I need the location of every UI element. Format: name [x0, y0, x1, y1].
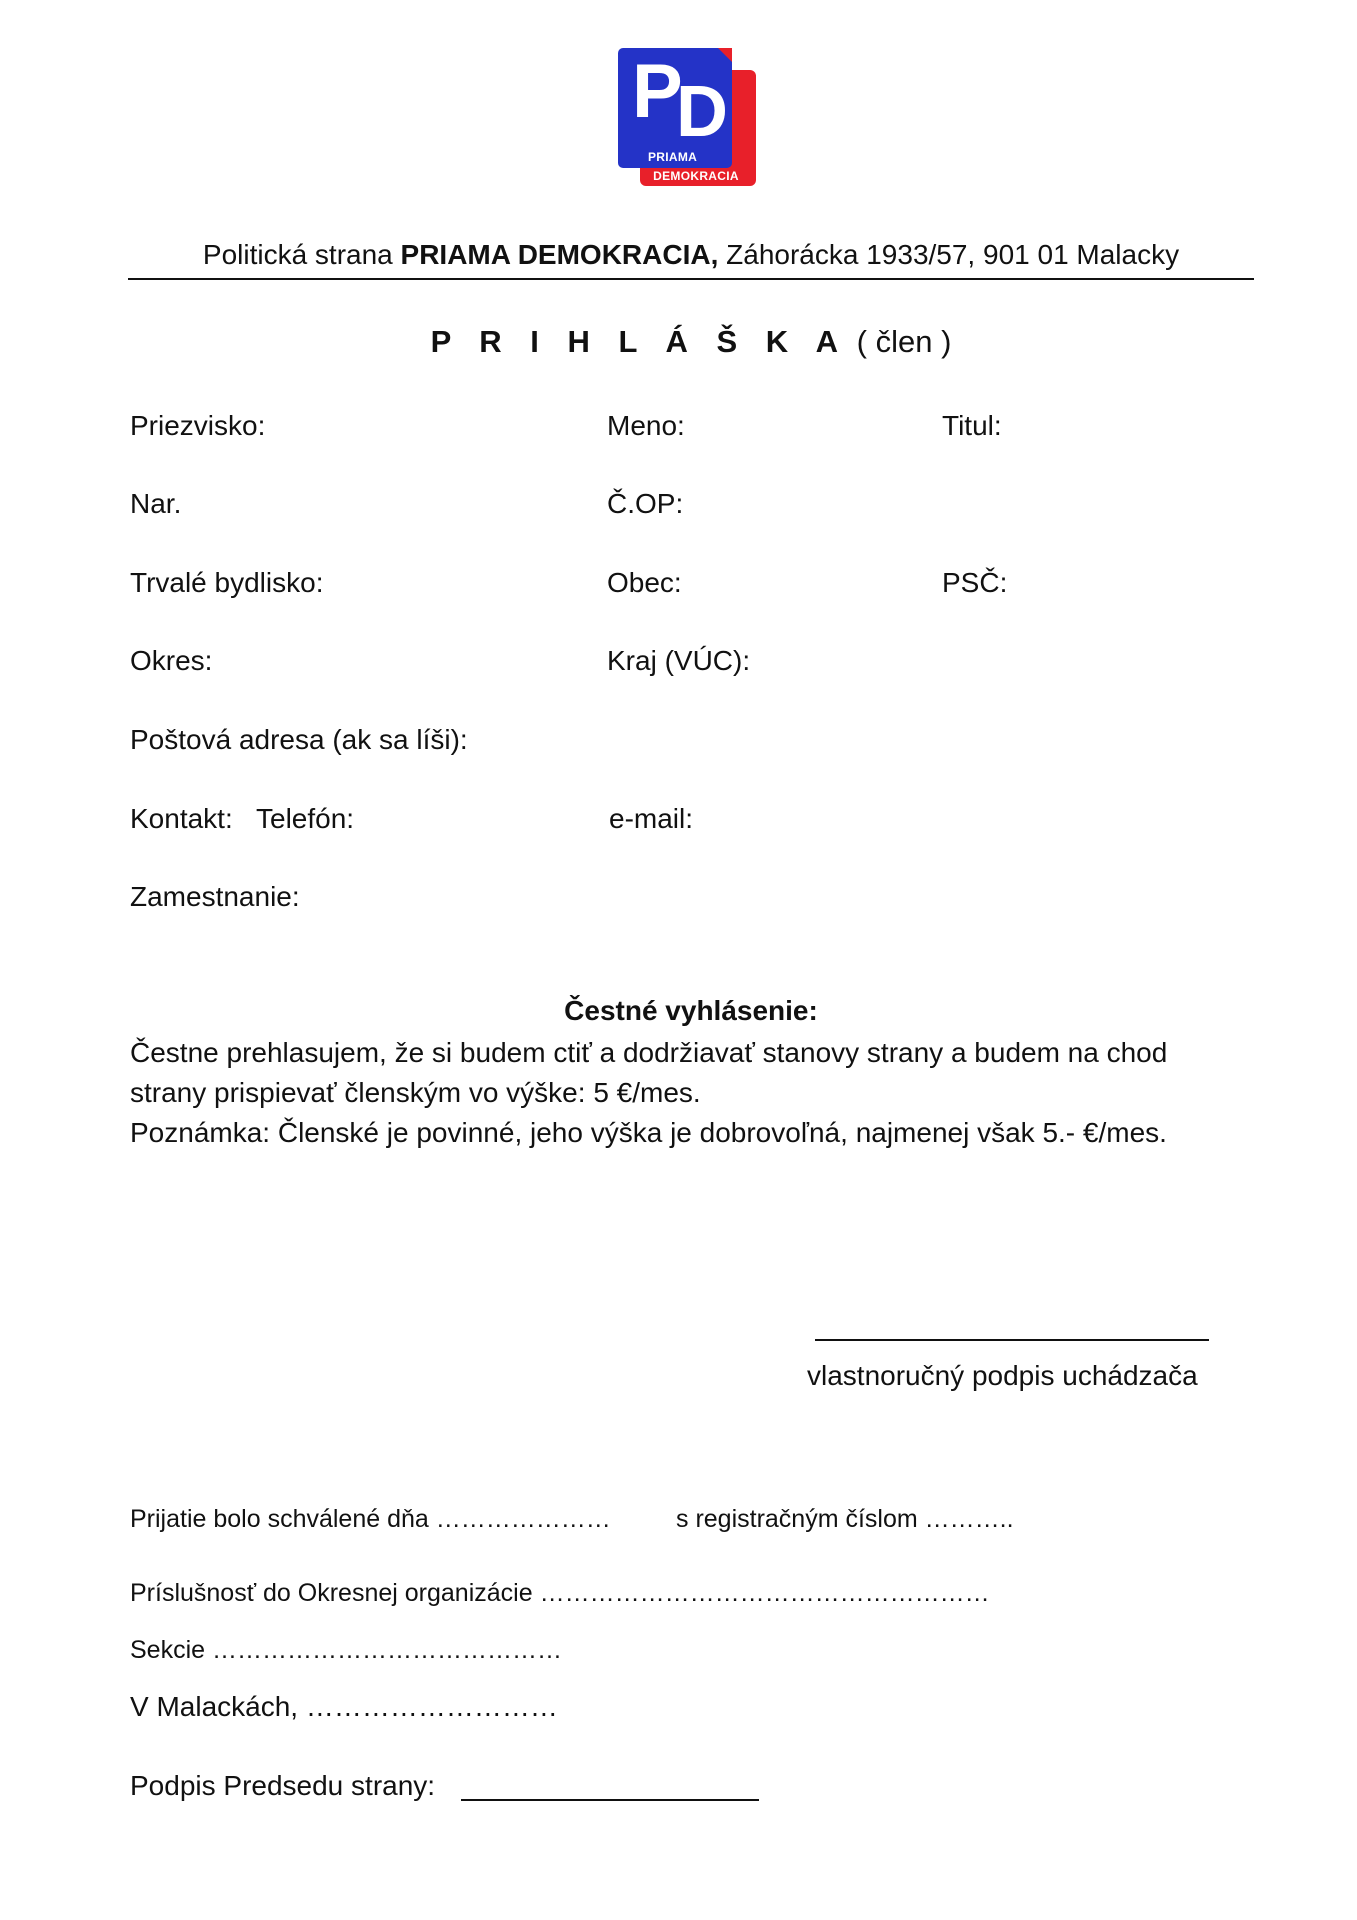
form-title-main: P R I H L Á Š K A: [430, 324, 849, 359]
chairman-signature-line: [461, 1799, 759, 1801]
logo-letter-p: P: [632, 49, 683, 134]
header-prefix: Politická strana: [202, 239, 401, 270]
field-postova-adresa: Poštová adresa (ak sa líši):: [130, 724, 468, 755]
declaration-line-2: strany prispievať členským vo výške: 5 €/mes.: [130, 1077, 701, 1108]
party-header: [128, 239, 1254, 271]
logo-word-priama: PRIAMA: [648, 150, 698, 164]
header-address: Záhorácka 1933/57, 901 01 Malacky: [718, 239, 1180, 270]
field-cop: Č.OP:: [607, 488, 684, 519]
field-meno: Meno:: [607, 410, 685, 441]
form-title: [128, 324, 1254, 360]
section-field: Sekcie ……………………………………: [130, 1636, 562, 1664]
party-logo: [618, 48, 758, 188]
place-date-field: V Malackách, ………………………: [130, 1691, 558, 1722]
header-party-name: PRIAMA DEMOKRACIA,: [400, 239, 719, 270]
form-title-sub: ( člen ): [848, 324, 952, 359]
header-divider: [128, 278, 1254, 280]
field-psc: PSČ:: [942, 567, 1008, 598]
field-kraj: Kraj (VÚC):: [607, 645, 751, 676]
chairman-signature-label: Podpis Predsedu strany:: [130, 1770, 436, 1801]
approval-date: Prijatie bolo schválené dňa …………………: [130, 1505, 611, 1533]
declaration-text: [130, 1033, 1260, 1153]
registration-number: s registračným číslom ………..: [676, 1505, 1014, 1533]
declaration-line-3: Poznámka: Členské je povinné, jeho výška je dobrovoľná, najmenej však 5.- €/mes.: [130, 1117, 1167, 1148]
field-nar: Nar.: [130, 488, 182, 519]
logo-letter-d: D: [676, 72, 728, 152]
logo-word-demokracia: DEMOKRACIA: [653, 169, 739, 183]
declaration-line-1: Čestne prehlasujem, že si budem ctiť a dodržiavať stanovy strany a budem na chod: [130, 1037, 1168, 1068]
declaration-title: Čestné vyhlásenie:: [564, 995, 818, 1026]
applicant-signature-line: [815, 1339, 1209, 1341]
field-telefon: Telefón:: [256, 803, 355, 834]
district-organization: Príslušnosť do Okresnej organizácie ………………………………………………: [130, 1579, 990, 1607]
field-kontakt: Kontakt:: [130, 803, 233, 834]
field-obec: Obec:: [607, 567, 682, 598]
field-zamestnanie: Zamestnanie:: [130, 881, 300, 912]
field-priezvisko: Priezvisko:: [130, 410, 266, 441]
field-email: e-mail:: [609, 803, 694, 834]
field-titul: Titul:: [942, 410, 1002, 441]
applicant-signature-label: vlastnoručný podpis uchádzača: [807, 1360, 1198, 1391]
field-okres: Okres:: [130, 645, 213, 676]
field-trvale-bydlisko: Trvalé bydlisko:: [130, 567, 324, 598]
